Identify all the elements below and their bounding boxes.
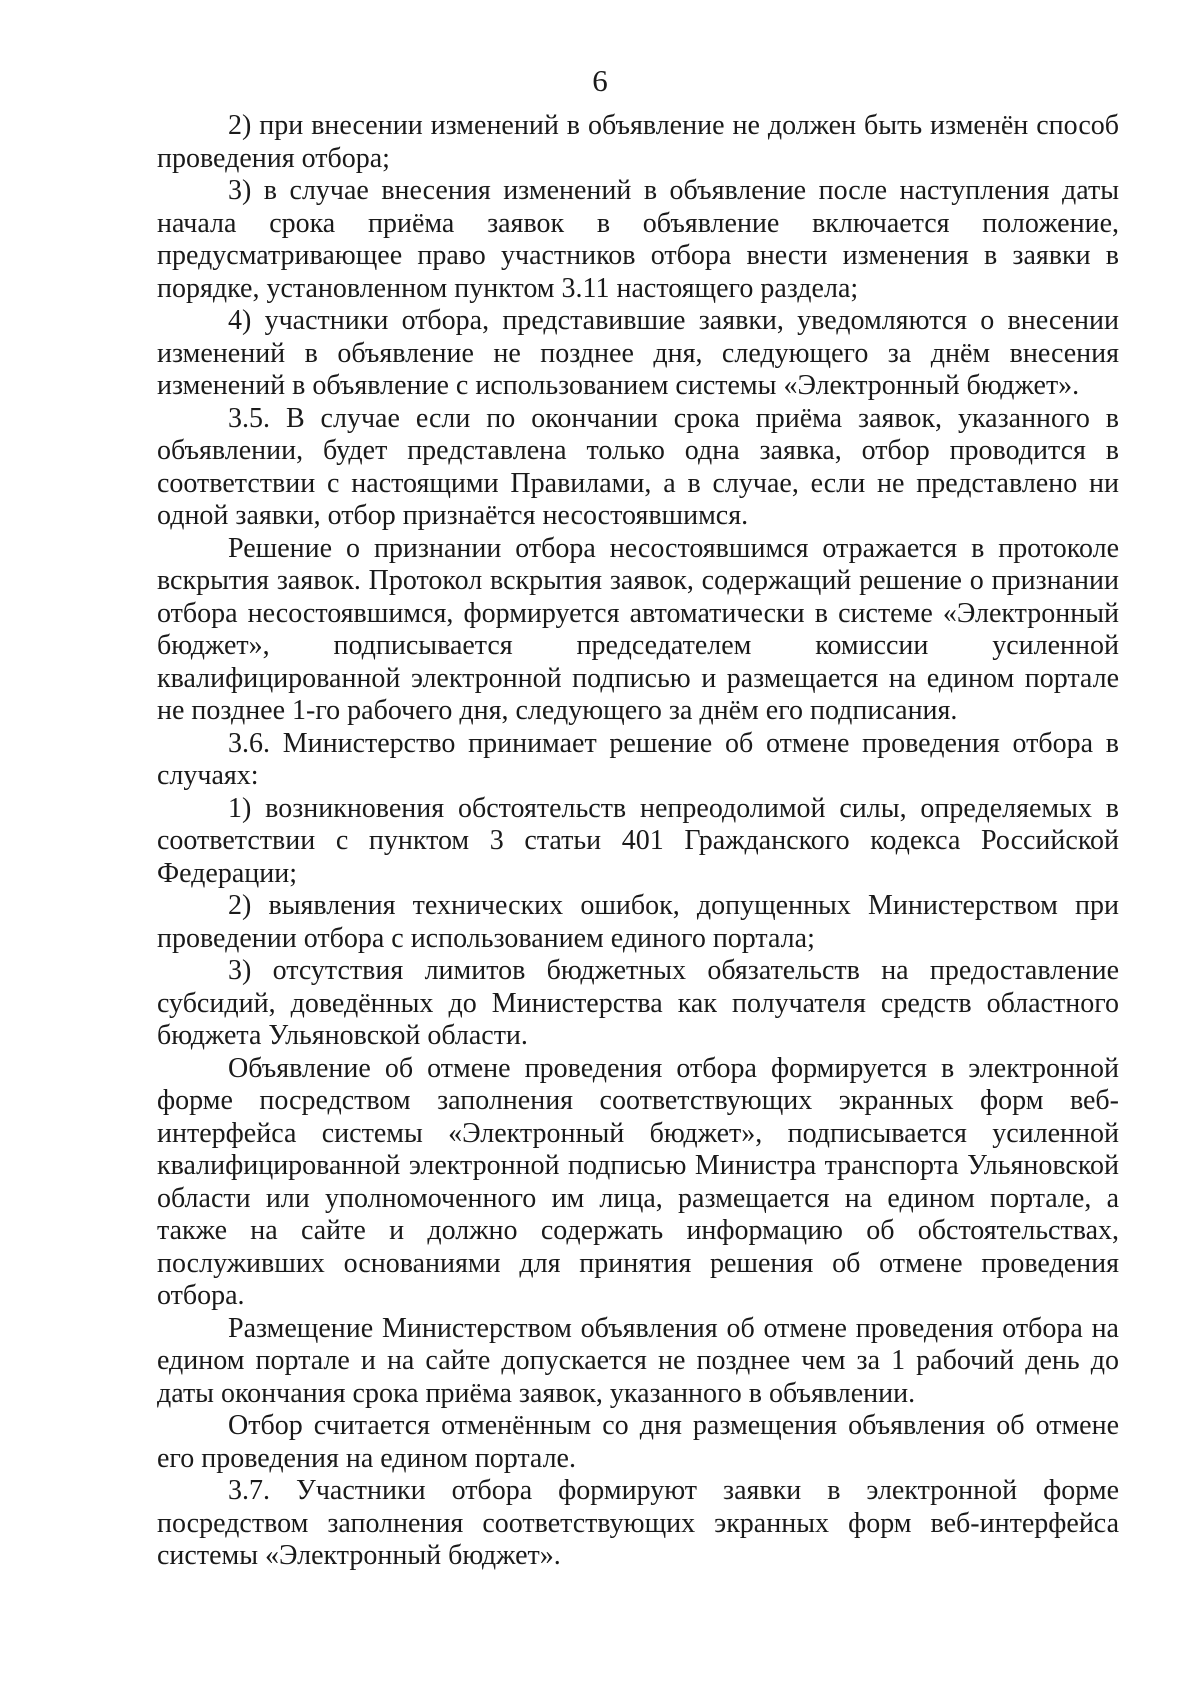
paragraph-cancel-reason-3: 3) отсутствия лимитов бюджетных обязательств на предоставление субсидий, доведённых до Министерства как получателя средств областного бюджета Ульяновской области.	[157, 955, 1119, 1051]
paragraph-section-3-5: 3.5. В случае если по окончании срока приёма заявок, указанного в объявлении, будет представлена только одна заявка, отбор проводится в соответствии с настоящими Правилами, а в случае, если не представлено ни одной заявки, отбор признаётся несостоявшимся.	[157, 402, 1119, 531]
paragraph-section-3-6: 3.6. Министерство принимает решение об отмене проведения отбора в случаях:	[157, 727, 1119, 791]
paragraph-cancel-placement: Размещение Министерством объявления об отмене проведения отбора на едином портале и на сайте допускается не позднее чем за 1 рабочий день до даты окончания срока приёма заявок, указанного в объявлении.	[157, 1312, 1119, 1409]
paragraph-cancel-reason-1: 1) возникновения обстоятельств непреодолимой силы, определяемых в соответствии с пунктом 3 статьи 401 Гражданского кодекса Российской Федерации;	[157, 792, 1119, 889]
paragraph-failed-selection-decision: Решение о признании отбора несостоявшимся отражается в протоколе вскрытия заявок. Протокол вскрытия заявок, содержащий решение о признании отбора несостоявшимся, формируется автоматически в системе «Электронный бюджет», подписывается председателем комиссии усиленной квалифицированной электронной подписью и размещается на едином портале не позднее 1-го рабочего дня, следующего за днём его подписания.	[157, 532, 1119, 726]
document-body	[157, 110, 1119, 1573]
paragraph-cancel-effective: Отбор считается отменённым со дня размещения объявления об отмене его проведения на едином портале.	[157, 1410, 1119, 1474]
paragraph-cancel-reason-2: 2) выявления технических ошибок, допущенных Министерством при проведении отбора с использованием единого портала;	[157, 890, 1119, 954]
paragraph-section-3-7: 3.7. Участники отбора формируют заявки в электронной форме посредством заполнения соответствующих экранных форм веб-интерфейса системы «Электронный бюджет».	[157, 1475, 1119, 1571]
paragraph-clause-4-notification: 4) участники отбора, представившие заявки, уведомляются о внесении изменений в объявление не позднее дня, следующего за днём внесения изменений в объявление с использованием системы «Электронный бюджет».	[157, 305, 1119, 401]
paragraph-clause-2-method: 2) при внесении изменений в объявление не должен быть изменён способ проведения отбора;	[157, 110, 1119, 174]
paragraph-clause-3-changes: 3) в случае внесения изменений в объявление после наступления даты начала срока приёма заявок в объявление включается положение, предусматривающее право участников отбора внести изменения в заявки в порядке, установленном пунктом 3.11 настоящего раздела;	[157, 175, 1119, 304]
paragraph-cancel-announcement: Объявление об отмене проведения отбора формируется в электронной форме посредством заполнения соответствующих экранных форм веб-интерфейса системы «Электронный бюджет», подписывается усиленной квалифицированной электронной подписью Министра транспорта Ульяновской области или уполномоченного им лица, размещается на едином портале, а также на сайте и должно содержать информацию об обстоятельствах, послуживших основаниями для принятия решения об отмене проведения отбора.	[157, 1052, 1119, 1311]
page-number: 6	[592, 63, 608, 98]
